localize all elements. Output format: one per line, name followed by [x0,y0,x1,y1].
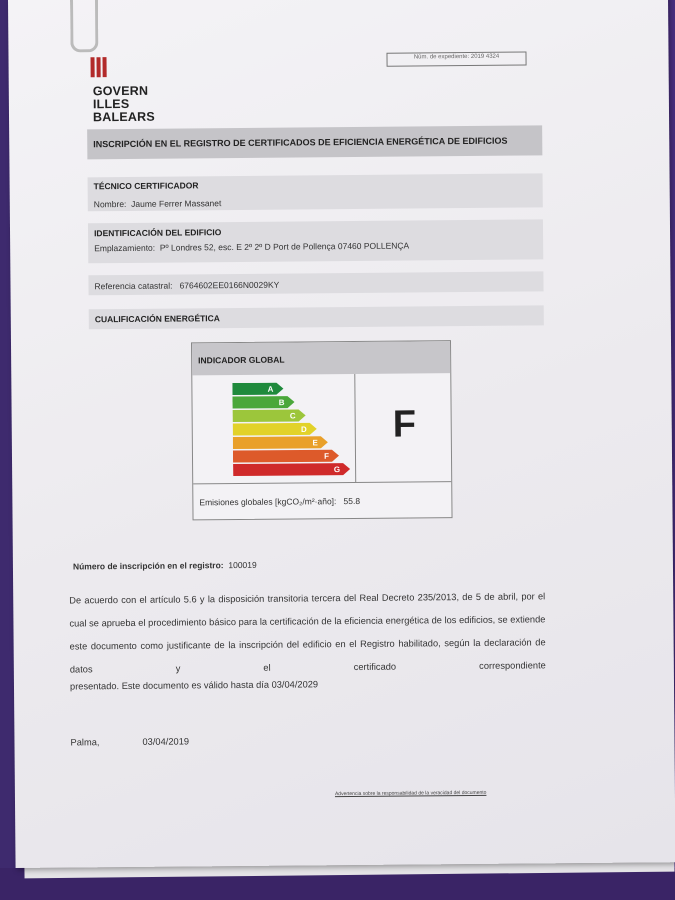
energy-scale-label-a: A [267,384,274,394]
energy-rating-letter: F [392,403,417,446]
tecnico-heading: TÉCNICO CERTIFICADOR [93,180,199,192]
govern-logo-bars-icon [91,57,115,79]
energy-scale-label-f: F [324,451,330,461]
energy-scale-label-g: G [333,465,341,475]
signature-footnote: Advertencia sobre la responsabilidad de la veracidad del documento [334,789,487,798]
energy-scale-label-c: C [289,411,296,421]
edificio-heading: IDENTIFICACIÓN DEL EDIFICIO [93,227,222,239]
indicador-global-box [191,340,453,520]
indicator-footer-divider [193,481,451,484]
emplazamiento-value: Pº Londres 52, esc. E 2º 2º D Port de Pollença 07460 POLLENÇA [159,240,410,253]
emplazamiento-row: Emplazamiento: Pº Londres 52, esc. E 2º 2º D Port de Pollença 07460 POLLENÇA [94,240,410,254]
emissions-value: 55.8 [343,495,361,507]
energy-scale-bar-g [233,463,350,476]
legal-paragraph-last-line: presentado. Este documento es válido hasta día 03/04/2029 [69,679,319,692]
fecha-text: 03/04/2019 [142,736,190,747]
emissions-label: Emisiones globales [kgCO₂/m²·año]: [199,496,337,508]
energy-scale-chart [232,382,383,483]
energy-scale-bar-a [232,383,283,395]
expediente-box: Núm. de expediente: 2019 4324 [386,51,526,66]
document-title-banner: INSCRIPCIÓN EN EL REGISTRO DE CERTIFICADOS DE EFICIENCIA ENERGÉTICA DE EDIFICIOS [87,125,542,159]
energy-scale-label-b: B [278,398,285,408]
tecnico-name-value: Jaume Ferrer Massanet [131,198,222,209]
lugar-text: Palma, [70,737,100,748]
energy-scale-label-d: D [300,424,307,434]
referencia-row: Referencia catastral: 6764602EE0166N0029KY [94,279,280,292]
paper-clip-icon [70,0,98,52]
certificate-page [8,0,675,868]
indicador-global-title: INDICADOR GLOBAL [192,341,450,375]
referencia-value: 6764602EE0166N0029KY [179,279,280,291]
legal-paragraph: De acuerdo con el artículo 5.6 y la disposición transitoria tercera del Real Decreto 235/2013, de 5 de abril, por el cual se aprueba el procedimiento básico para la certificación de la eficiencia energética de los edificios, se extiende este documento como justificante de la inscripción del edificio en el Registro habilitado, según la declaración de datos y el certificado correspondiente [69,591,546,675]
energy-scale-label-e: E [312,438,318,448]
calificacion-heading: CUALIFICACIÓN ENERGÉTICA [94,313,220,325]
registro-label: Número de inscripción en el registro: [72,560,224,572]
registro-row [73,560,257,572]
govern-logo-text: GOVERN ILLES BALEARS [92,83,155,125]
emissions-row [199,496,360,507]
registro-value: 100019 [228,559,257,571]
energy-scale-bar-b [232,396,294,409]
tecnico-name-row: Nombre: Jaume Ferrer Massanet [93,198,222,210]
